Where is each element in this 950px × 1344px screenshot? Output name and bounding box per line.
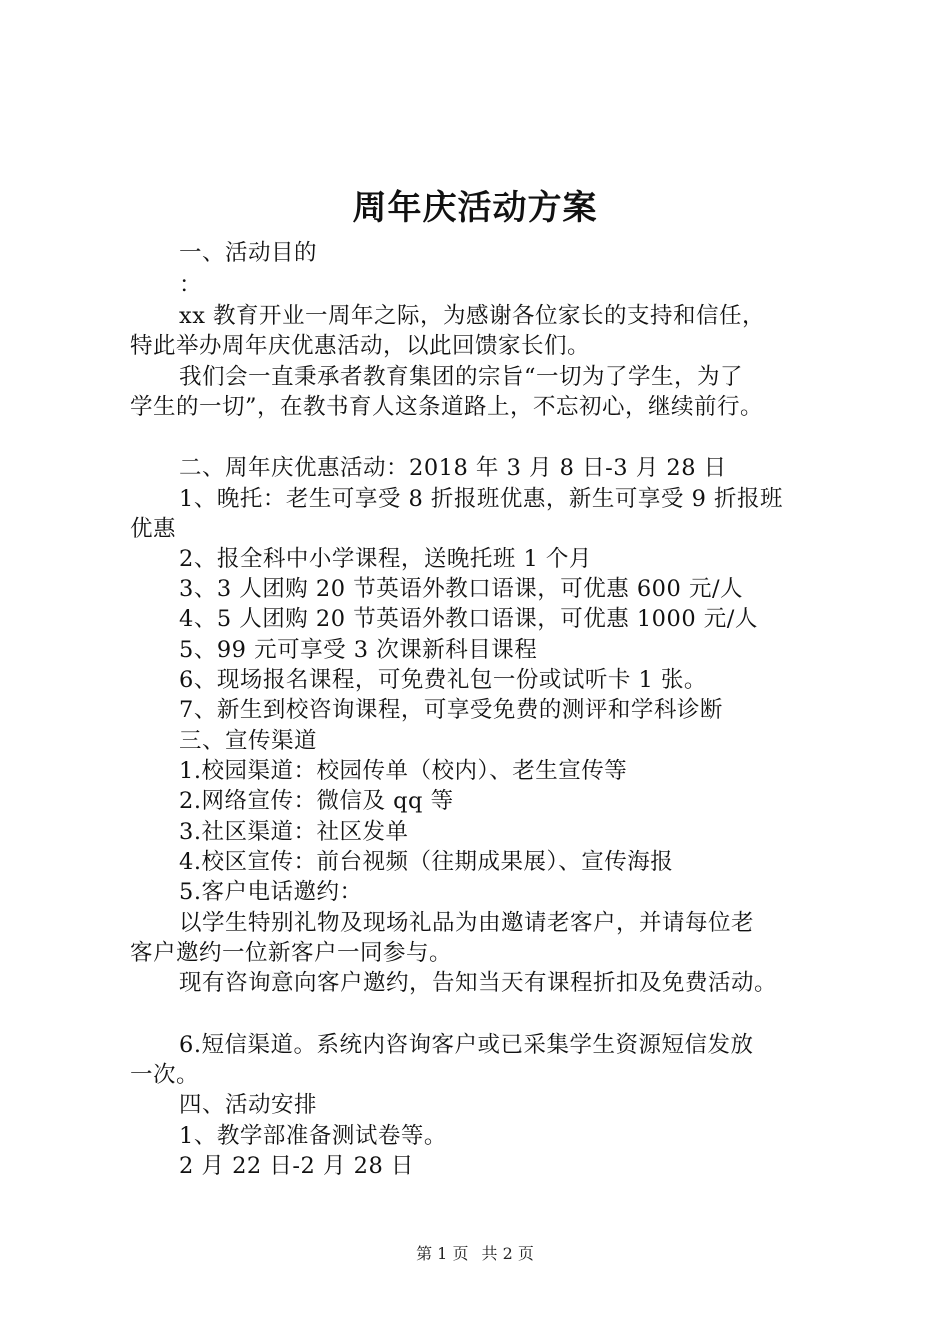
paragraph-line: ： — [179, 272, 203, 298]
page-number: 第 1 页 — [416, 1244, 469, 1263]
paragraph-line: 以学生特别礼物及现场礼品为由邀请老客户，并请每位老 — [179, 910, 755, 936]
list-item: 6.短信渠道。系统内咨询客户或已采集学生资源短信发放 — [179, 1032, 754, 1058]
list-item: 1、教学部准备测试卷等。 — [179, 1123, 447, 1149]
paragraph-line: 客户邀约一位新客户一同参与。 — [130, 940, 453, 966]
list-item: 6、现场报名课程，可免费礼包一份或试听卡 1 张。 — [179, 667, 707, 693]
list-item: 5.客户电话邀约： — [179, 879, 363, 905]
list-item: 4、5 人团购 20 节英语外教口语课，可优惠 1000 元/人 — [179, 606, 758, 632]
list-item: 3.社区渠道：社区发单 — [179, 819, 409, 845]
page-footer — [0, 1243, 950, 1265]
paragraph-line: 我们会一直秉承者教育集团的宗旨“一切为了学生，为了 — [179, 364, 744, 390]
list-item: 5、99 元可享受 3 次课新科目课程 — [179, 637, 538, 663]
paragraph-line: xx 教育开业一周年之际，为感谢各位家长的支持和信任， — [179, 303, 766, 329]
section-heading-channels: 三、宣传渠道 — [179, 728, 318, 754]
list-item: 1.校园渠道：校园传单（校内）、老生宣传等 — [179, 758, 628, 784]
list-item: 2.网络宣传：微信及 qq 等 — [179, 788, 454, 814]
document-title: 周年庆活动方案 — [352, 188, 598, 228]
list-item: 2、报全科中小学课程，送晚托班 1 个月 — [179, 546, 592, 572]
list-item: 4.校区宣传：前台视频（往期成果展）、宣传海报 — [179, 849, 674, 875]
section-heading-schedule: 四、活动安排 — [179, 1092, 318, 1118]
list-item-continuation: 优惠 — [130, 516, 177, 542]
paragraph-line: 现有咨询意向客户邀约，告知当天有课程折扣及免费活动。 — [179, 970, 778, 996]
section-heading-purpose: 一、活动目的 — [179, 240, 318, 266]
list-item: 3、3 人团购 20 节英语外教口语课，可优惠 600 元/人 — [179, 576, 744, 602]
page-total: 共 2 页 — [481, 1244, 534, 1263]
list-item-continuation: 一次。 — [130, 1062, 200, 1088]
paragraph-line: 学生的一切”，在教书育人这条道路上，不忘初心，继续前行。 — [130, 394, 764, 420]
paragraph-line: 特此举办周年庆优惠活动，以此回馈家长们。 — [130, 333, 591, 359]
paragraph-line: 2 月 22 日-2 月 28 日 — [179, 1153, 414, 1179]
list-item: 1、晚托：老生可享受 8 折报班优惠，新生可享受 9 折报班 — [179, 486, 784, 512]
section-heading-promotion: 二、周年庆优惠活动：2018 年 3 月 8 日-3 月 28 日 — [179, 455, 727, 481]
list-item: 7、新生到校咨询课程，可享受免费的测评和学科诊断 — [179, 697, 723, 723]
